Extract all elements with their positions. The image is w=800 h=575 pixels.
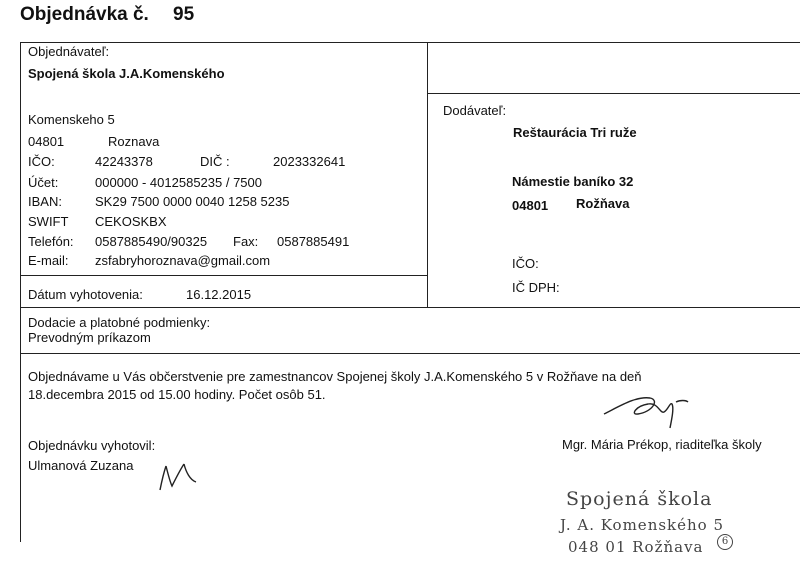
- orderer-iban: SK29 7500 0000 0040 1258 5235: [95, 194, 290, 209]
- orderer-swift-label: SWIFT: [28, 214, 69, 229]
- director-signature: [600, 388, 692, 432]
- frame-top-line: [20, 42, 800, 43]
- document-title: Objednávka č.: [20, 4, 149, 25]
- supplier-city: Rožňava: [576, 196, 630, 211]
- orderer-city: Roznava: [108, 134, 160, 149]
- issued-by-label: Objednávku vyhotovil:: [28, 438, 156, 453]
- date-value: 16.12.2015: [186, 287, 252, 302]
- orderer-phone-label: Telefón:: [28, 234, 74, 249]
- orderer-dic-label: DIČ :: [200, 154, 230, 169]
- orderer-ico: 42243378: [95, 154, 153, 169]
- supplier-street: Námestie baníko 32: [512, 174, 634, 189]
- supplier-ico-label: IČO:: [512, 256, 539, 271]
- orderer-phone: 0587885490/90325: [95, 234, 208, 249]
- orderer-swift: CEKOSKBX: [95, 214, 167, 229]
- issued-by-name: Ulmanová Zuzana: [28, 458, 134, 473]
- date-box-top-line: [20, 275, 427, 276]
- order-text-line-2: 18.decembra 2015 od 15.00 hodiny. Počet osôb 51.: [28, 387, 326, 402]
- orderer-account-label: Účet:: [28, 175, 59, 190]
- terms-top-line: [20, 307, 800, 308]
- stamp-line-1: Spojená škola: [566, 488, 713, 510]
- issuer-signature: [150, 452, 210, 498]
- supplier-box-top-line: [427, 93, 800, 94]
- supplier-dph-label: IČ DPH:: [512, 280, 560, 295]
- stamp-number-mark: 6: [717, 534, 733, 550]
- stamp-line-2: J. A. Komenského 5: [560, 516, 725, 534]
- orderer-fax-label: Fax:: [233, 234, 259, 249]
- orderer-email: zsfabryhoroznava@gmail.com: [95, 253, 271, 268]
- orderer-ico-label: IČO:: [28, 154, 55, 169]
- supplier-label: Dodávateľ:: [443, 103, 507, 118]
- column-divider-line: [427, 42, 428, 307]
- supplier-zip: 04801: [512, 198, 549, 213]
- orderer-fax: 0587885491: [277, 234, 350, 249]
- orderer-name: Spojená škola J.A.Komenského: [28, 66, 225, 81]
- orderer-email-label: E-mail:: [28, 253, 69, 268]
- orderer-account: 000000 - 4012585235 / 7500: [95, 175, 262, 190]
- body-top-line: [20, 353, 800, 354]
- orderer-iban-label: IBAN:: [28, 194, 62, 209]
- terms-label: Dodacie a platobné podmienky:: [28, 315, 211, 330]
- order-number: 95: [173, 4, 195, 25]
- stamp-line-3: 048 01 Rožňava: [568, 538, 704, 556]
- orderer-label: Objednávateľ:: [28, 44, 110, 59]
- frame-left-line: [20, 42, 21, 542]
- terms-value: Prevodným príkazom: [28, 330, 151, 345]
- date-label: Dátum vyhotovenia:: [28, 287, 143, 302]
- order-text-line-1: Objednávame u Vás občerstvenie pre zamestnancov Spojenej školy J.A.Komenského 5 v Rožňave na deň: [28, 369, 642, 384]
- director-name: Mgr. Mária Prékop, riaditeľka školy: [562, 437, 762, 452]
- orderer-zip: 04801: [28, 134, 65, 149]
- orderer-street: Komenskeho 5: [28, 112, 115, 127]
- orderer-dic: 2023332641: [273, 154, 346, 169]
- supplier-name: Reštaurácia Tri ruže: [513, 125, 637, 140]
